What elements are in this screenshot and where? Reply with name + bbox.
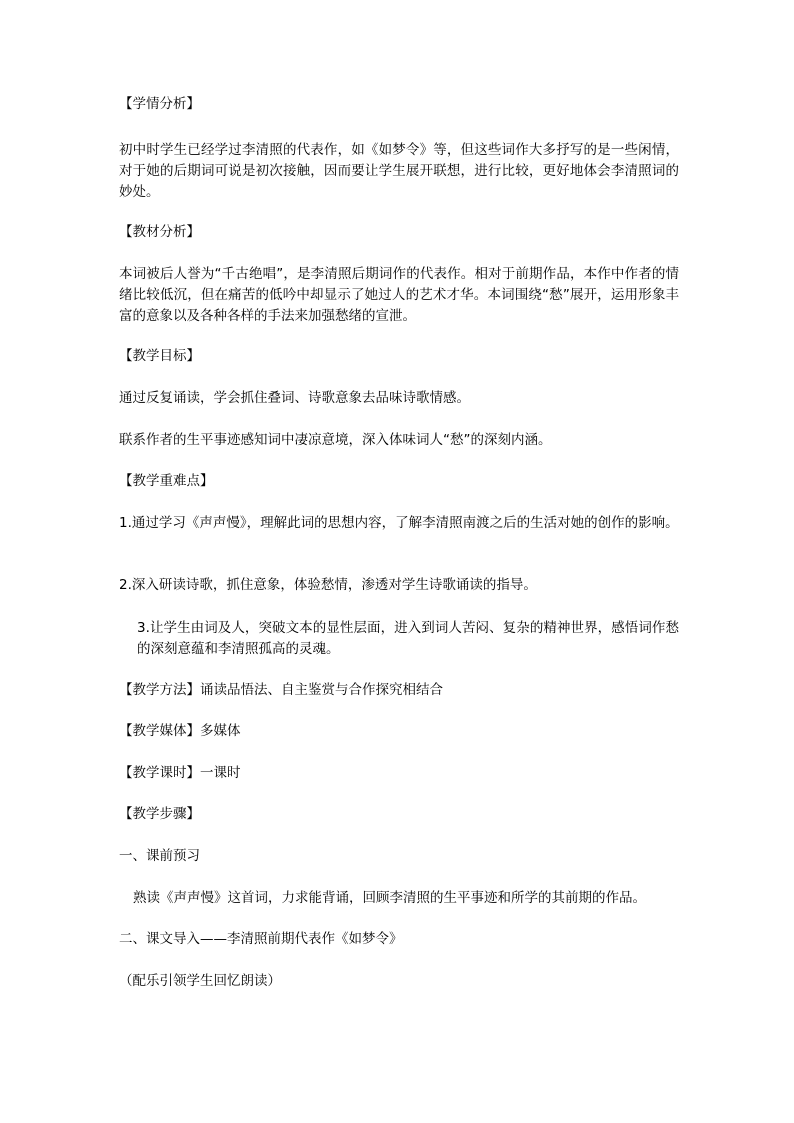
textbook-analysis-text: 本词被后人誉为“千古绝唱”，是李清照后期词作的代表作。相对于前期作品，本作中作者的情绪比较低沉，但在痛苦的低吟中却显示了她过人的艺术才华。本词围绕“愁”展开，运用形象丰富的意象以及各种各样的手法来加强愁绪的宣泄。 [119, 266, 679, 324]
student-analysis-heading: 【学情分析】 [119, 96, 200, 112]
key-points-heading: 【教学重难点】 [119, 473, 214, 489]
student-analysis-text: 初中时学生已经学过李清照的代表作，如《如梦令》等，但这些词作大多抒写的是一些闲情，对于她的后期词可说是初次接触，因而要让学生展开联想，进行比较，更好地体会李清照词的妙处。 [119, 142, 679, 200]
step-note: （配乐引领学生回忆朗读） [119, 973, 281, 989]
method-line: 【教学方法】诵读品悟法、自主鉴赏与合作探究相结合 [119, 682, 443, 698]
goal-item: 通过反复诵读，学会抓住叠词、诗歌意象去品味诗歌情感。 [119, 390, 470, 406]
step-text: 熟读《声声慢》这首词，力求能背诵，回顾李清照的生平事迹和所学的其前期的作品。 [133, 890, 646, 906]
steps-heading: 【教学步骤】 [119, 806, 200, 822]
textbook-analysis-heading: 【教材分析】 [119, 224, 200, 240]
hours-line: 【教学课时】一课时 [119, 765, 241, 781]
goal-item: 联系作者的生平事迹感知词中凄凉意境，深入体味词人“愁”的深刻内涵。 [119, 432, 552, 448]
step-heading: 一、课前预习 [119, 848, 200, 864]
media-line: 【教学媒体】多媒体 [119, 723, 241, 739]
key-point-item: 2.深入研读诗歌，抓住意象，体验愁情，渗透对学生诗歌诵读的指导。 [119, 577, 537, 593]
goals-heading: 【教学目标】 [119, 348, 200, 364]
step-heading: 二、课文导入——李清照前期代表作《如梦令》 [119, 931, 403, 947]
key-point-item: 3.让学生由词及人，突破文本的显性层面，进入到词人苦闷、复杂的精神世界，感悟词作愁的深刻意蕴和李清照孤高的灵魂。 [137, 620, 679, 657]
key-point-item: 1.通过学习《声声慢》，理解此词的思想内容，了解李清照南渡之后的生活对她的创作的影响。 [119, 515, 679, 531]
